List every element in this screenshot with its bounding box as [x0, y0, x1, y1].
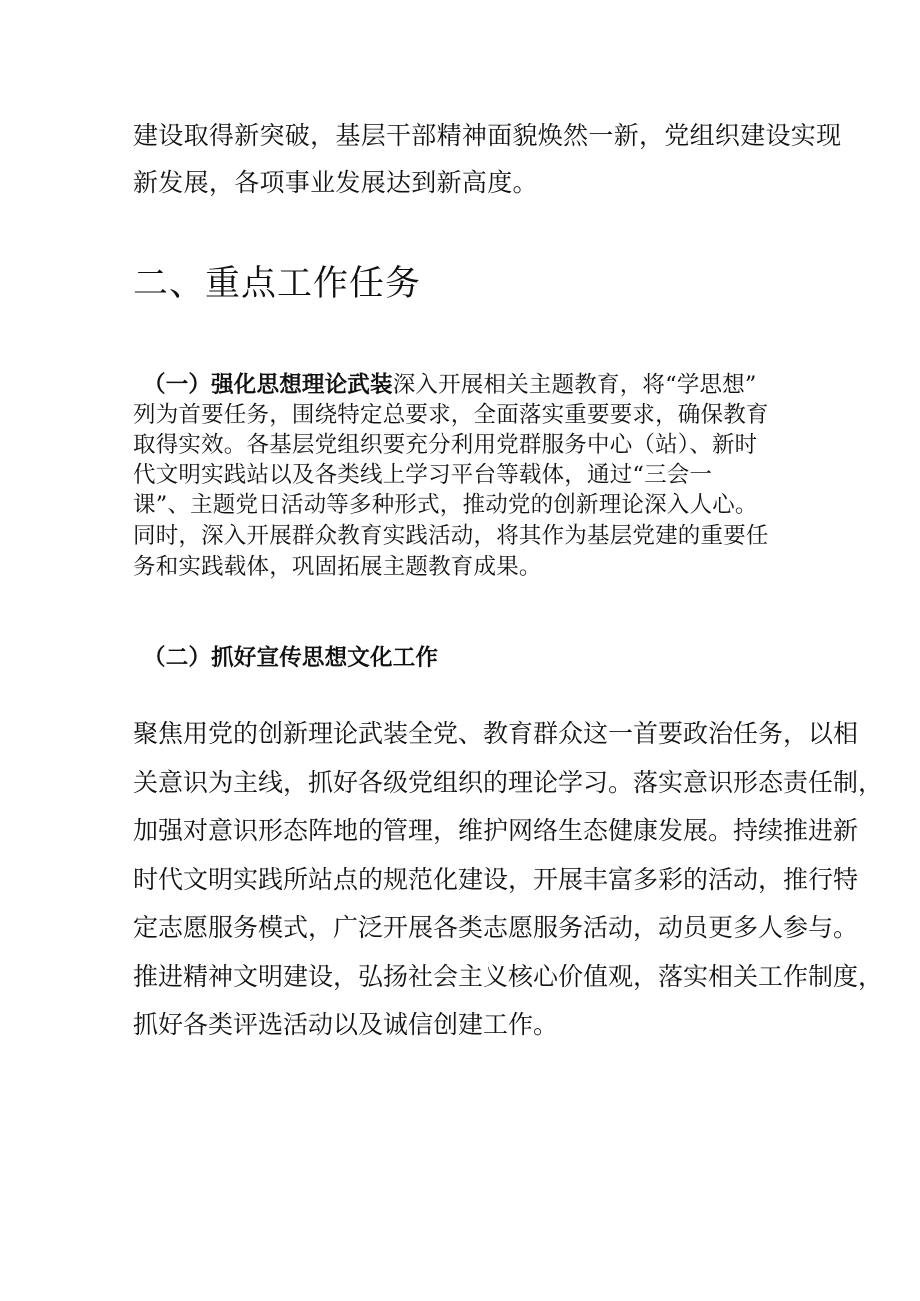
- item1-first-line-rest: 深入开展相关主题教育，将“学思想”: [392, 372, 757, 398]
- item2-line: 加强对意识形态阵地的管理，维护网络生态健康发展。持续推进新: [133, 816, 859, 845]
- item1-line: 列为首要任务，围绕特定总要求，全面落实重要要求，确保教育: [133, 402, 769, 428]
- item1-line: 同时，深入开展群众教育实践活动，将其作为基层党建的重要任: [133, 523, 769, 549]
- item2-line: 推进精神文明建设，弘扬社会主义核心价值观，落实相关工作制度，: [133, 962, 884, 991]
- intro-line: 新发展，各项事业发展达到新高度。: [133, 168, 538, 197]
- item2-line: 关意识为主线，抓好各级党组织的理论学习。落实意识形态责任制，: [133, 768, 884, 797]
- item1-line: 课”、主题党日活动等多种形式，推动党的创新理论深入人心。: [133, 492, 758, 518]
- item2-title: （二）抓好宣传思想文化工作: [143, 645, 439, 671]
- item2-line: 聚焦用党的创新理论武装全党、教育群众这一首要政治任务，以相: [133, 719, 859, 748]
- item1-title: （一）强化思想理论武装: [143, 372, 393, 398]
- item1-line: 取得实效。各基层党组织要充分利用党群服务中心（站）、新时: [133, 432, 758, 458]
- item2-line: 定志愿服务模式，广泛开展各类志愿服务活动，动员更多人参与。: [133, 913, 859, 942]
- section-heading: 二、重点工作任务: [133, 264, 422, 304]
- item1-line: 代文明实践站以及各类线上学习平台等载体，通过“三会一: [133, 462, 713, 488]
- intro-line: 建设取得新突破，基层干部精神面貌焕然一新，党组织建设实现: [133, 121, 842, 150]
- item2-line: 时代文明实践所站点的规范化建设，开展丰富多彩的活动，推行特: [133, 865, 859, 894]
- item1-first-line: [143, 367, 757, 399]
- item2-line: 抓好各类评选活动以及诚信创建工作。: [133, 1010, 559, 1039]
- item1-line: 务和实践载体，巩固拓展主题教育成果。: [133, 554, 542, 580]
